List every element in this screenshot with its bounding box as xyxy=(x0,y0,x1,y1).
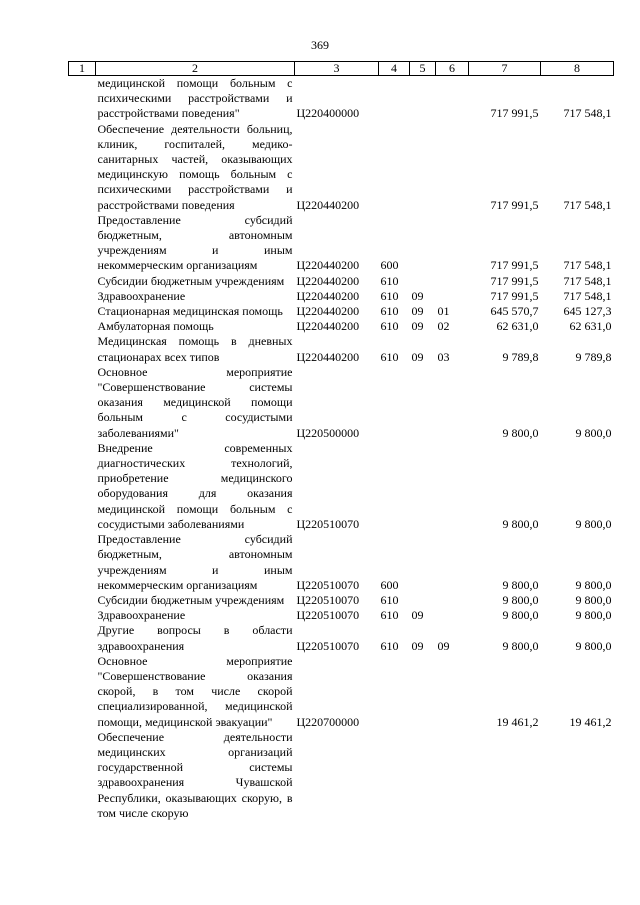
table-row xyxy=(69,441,614,532)
row-expense-type: 610 xyxy=(380,304,399,319)
row-value-year-2: 9 800,0 xyxy=(575,425,612,440)
row-section xyxy=(410,441,436,532)
row-value-year-1: 19 461,2 xyxy=(496,714,539,729)
row-value-year-1: 717 991,5 xyxy=(490,197,539,212)
row-spacer-cell xyxy=(69,274,96,289)
row-value-year-2: 19 461,2 xyxy=(569,714,612,729)
row-value-year-1: 9 800,0 xyxy=(502,577,539,592)
row-value-year-2: 9 800,0 xyxy=(575,608,612,623)
row-code: Ц220510070 xyxy=(296,516,360,531)
row-spacer-cell xyxy=(69,76,96,122)
row-code: Ц220440200 xyxy=(296,319,360,334)
row-subsection xyxy=(436,122,469,213)
row-value-year-2: 9 800,0 xyxy=(575,592,612,607)
row-expense-type xyxy=(379,76,410,122)
row-spacer-cell xyxy=(69,441,96,532)
col-header-4: 4 xyxy=(379,62,410,76)
row-spacer-cell xyxy=(69,365,96,441)
row-name: Здравоохранение xyxy=(97,288,186,303)
row-expense-type: 610 xyxy=(380,273,399,288)
row-expense-type xyxy=(379,365,410,441)
row-value-year-1: 717 991,5 xyxy=(490,273,539,288)
row-expense-type: 610 xyxy=(380,349,399,364)
row-subsection xyxy=(436,730,469,821)
row-value-year-1: 9 789,8 xyxy=(502,349,539,364)
row-name: Субсидии бюджетным учреждениям xyxy=(97,592,285,607)
row-expense-type: 600 xyxy=(380,577,399,592)
row-code: Ц220440200 xyxy=(296,288,360,303)
row-section: 09 xyxy=(411,288,424,303)
row-code: Ц220700000 xyxy=(296,714,360,729)
row-value-year-1: 62 631,0 xyxy=(496,319,539,334)
row-name: Основное мероприятие "Совершенствование системы оказания медицинской помощи больным с сосудистыми заболеваниями" xyxy=(97,364,293,440)
col-header-3: 3 xyxy=(295,62,379,76)
row-value-year-2: 9 789,8 xyxy=(575,349,612,364)
row-spacer-cell xyxy=(69,532,96,593)
row-subsection xyxy=(436,76,469,122)
row-section: 09 xyxy=(411,638,424,653)
row-spacer-cell xyxy=(69,334,96,364)
row-subsection xyxy=(436,274,469,289)
row-section xyxy=(410,365,436,441)
row-value-year-1: 9 800,0 xyxy=(502,592,539,607)
row-subsection xyxy=(436,654,469,730)
row-name: Здравоохранение xyxy=(97,608,186,623)
col-header-5: 5 xyxy=(410,62,436,76)
row-value-year-1: 717 991,5 xyxy=(490,106,539,121)
col-header-1: 1 xyxy=(69,62,96,76)
row-name: Обеспечение деятельности медицинских организаций государственной системы здравоохранения Чувашской Республики, оказывающих скорую, в том числе скорую xyxy=(97,729,293,820)
table-row xyxy=(69,334,614,364)
row-section xyxy=(410,593,436,608)
row-value-year-1 xyxy=(469,730,541,821)
row-section xyxy=(410,730,436,821)
row-name: Основное мероприятие "Совершенствование оказания скорой, в том числе скорой специализированной, медицинской помощи, медицинской эвакуации" xyxy=(97,653,293,729)
row-section xyxy=(410,213,436,274)
table-row xyxy=(69,274,614,289)
row-code: Ц220440200 xyxy=(296,349,360,364)
row-subsection xyxy=(436,532,469,593)
row-expense-type: 610 xyxy=(380,592,399,607)
row-section: 09 xyxy=(411,304,424,319)
col-header-6: 6 xyxy=(436,62,469,76)
row-value-year-1: 9 800,0 xyxy=(502,516,539,531)
row-spacer-cell xyxy=(69,623,96,653)
table-row xyxy=(69,608,614,623)
row-code: Ц220500000 xyxy=(296,425,360,440)
row-subsection xyxy=(436,365,469,441)
table-row xyxy=(69,365,614,441)
row-expense-type: 610 xyxy=(380,638,399,653)
table-row xyxy=(69,319,614,334)
table-row xyxy=(69,213,614,274)
col-header-7: 7 xyxy=(469,62,541,76)
row-spacer-cell xyxy=(69,304,96,319)
row-name: Стационарная медицинская помощь xyxy=(97,304,283,319)
row-expense-type xyxy=(379,654,410,730)
row-expense-type: 610 xyxy=(380,288,399,303)
col-header-2: 2 xyxy=(96,62,295,76)
row-value-year-1: 9 800,0 xyxy=(502,608,539,623)
row-value-year-2: 717 548,1 xyxy=(563,106,612,121)
row-name: медицинской помощи больным с психическими расстройствами и расстройствами поведения" xyxy=(97,76,293,121)
row-section xyxy=(410,654,436,730)
header-row xyxy=(69,62,614,76)
row-subsection: 01 xyxy=(437,304,450,319)
row-name: Внедрение современных диагностических технологий, приобретение медицинского оборудования для оказания медицинской помощи больным с сосудистыми заболеваниями xyxy=(97,440,293,531)
row-code: Ц220510070 xyxy=(296,592,360,607)
row-value-year-2 xyxy=(541,730,614,821)
row-spacer-cell xyxy=(69,289,96,304)
row-section xyxy=(410,274,436,289)
row-section xyxy=(410,76,436,122)
row-subsection: 09 xyxy=(437,638,450,653)
row-name: Предоставление субсидий бюджетным, автономным учреждениям и иным некоммерческим организациям xyxy=(97,212,293,273)
row-value-year-2: 717 548,1 xyxy=(563,258,612,273)
row-subsection: 02 xyxy=(437,319,450,334)
row-value-year-2: 62 631,0 xyxy=(569,319,612,334)
row-expense-type xyxy=(379,122,410,213)
row-subsection xyxy=(436,608,469,623)
row-subsection xyxy=(436,213,469,274)
row-code: Ц220440200 xyxy=(296,258,360,273)
table-row xyxy=(69,304,614,319)
row-code: Ц220510070 xyxy=(296,577,360,592)
row-section: 09 xyxy=(411,349,424,364)
budget-table xyxy=(68,61,614,821)
row-code xyxy=(295,730,379,821)
row-section: 09 xyxy=(411,319,424,334)
row-spacer-cell xyxy=(69,593,96,608)
row-value-year-1: 9 800,0 xyxy=(502,638,539,653)
row-name: Медицинская помощь в дневных стационарах всех типов xyxy=(97,334,293,364)
row-value-year-2: 717 548,1 xyxy=(563,288,612,303)
table-row xyxy=(69,76,614,122)
row-code: Ц220400000 xyxy=(296,106,360,121)
row-section: 09 xyxy=(411,608,424,623)
table-row xyxy=(69,122,614,213)
row-expense-type xyxy=(379,730,410,821)
row-name: Предоставление субсидий бюджетным, автономным учреждениям и иным некоммерческим организациям xyxy=(97,532,293,592)
row-expense-type: 600 xyxy=(380,258,399,273)
row-subsection xyxy=(436,289,469,304)
row-expense-type: 610 xyxy=(380,319,399,334)
row-value-year-2: 9 800,0 xyxy=(575,638,612,653)
table-row xyxy=(69,730,614,821)
table-row xyxy=(69,593,614,608)
table-row xyxy=(69,623,614,653)
row-value-year-2: 717 548,1 xyxy=(563,197,612,212)
page-number: 369 xyxy=(311,38,329,52)
row-expense-type: 610 xyxy=(380,608,399,623)
row-spacer-cell xyxy=(69,213,96,274)
row-value-year-1: 717 991,5 xyxy=(490,288,539,303)
row-expense-type xyxy=(379,441,410,532)
row-code: Ц220440200 xyxy=(296,304,360,319)
row-spacer-cell xyxy=(69,654,96,730)
row-value-year-1: 717 991,5 xyxy=(490,258,539,273)
table-row xyxy=(69,289,614,304)
row-subsection xyxy=(436,441,469,532)
row-value-year-2: 717 548,1 xyxy=(563,273,612,288)
row-name: Другие вопросы в области здравоохранения xyxy=(97,623,293,653)
table-row xyxy=(69,654,614,730)
row-value-year-1: 645 570,7 xyxy=(490,304,539,319)
row-value-year-1: 9 800,0 xyxy=(502,425,539,440)
row-code: Ц220510070 xyxy=(296,608,360,623)
row-code: Ц220440200 xyxy=(296,197,360,212)
row-name: Амбулаторная помощь xyxy=(97,319,214,334)
row-spacer-cell xyxy=(69,122,96,213)
row-spacer-cell xyxy=(69,319,96,334)
row-subsection xyxy=(436,593,469,608)
row-value-year-2: 9 800,0 xyxy=(575,577,612,592)
row-section xyxy=(410,532,436,593)
row-value-year-2: 645 127,3 xyxy=(563,304,612,319)
row-code: Ц220440200 xyxy=(296,273,360,288)
row-value-year-2: 9 800,0 xyxy=(575,516,612,531)
row-spacer-cell xyxy=(69,730,96,821)
row-code: Ц220510070 xyxy=(296,638,360,653)
row-name: Обеспечение деятельности больниц, клиник, госпиталей, медико-санитарных частей, оказывающих медицинскую помощь больным с психическими расстройствами и расстройствами поведения xyxy=(97,121,293,212)
table-row xyxy=(69,532,614,593)
col-header-8: 8 xyxy=(541,62,614,76)
row-section xyxy=(410,122,436,213)
row-spacer-cell xyxy=(69,608,96,623)
row-subsection: 03 xyxy=(437,349,450,364)
row-name: Субсидии бюджетным учреждениям xyxy=(97,273,285,288)
